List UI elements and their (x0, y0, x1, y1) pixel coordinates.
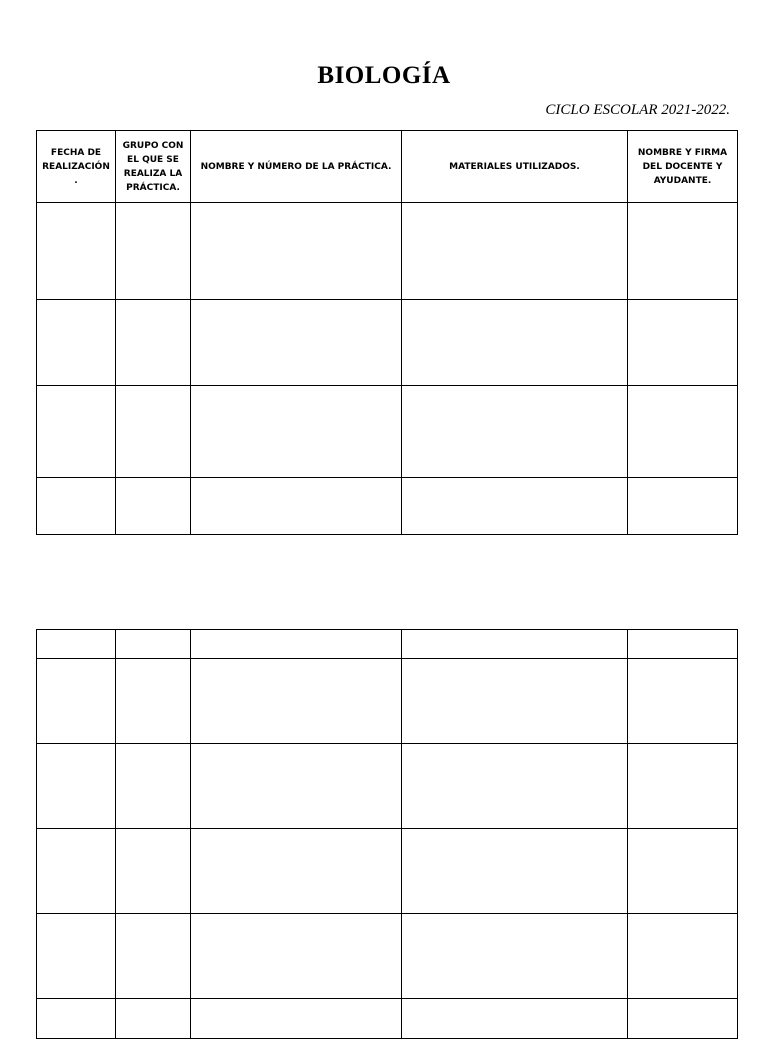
cell-materials[interactable] (402, 999, 628, 1039)
cell-signature[interactable] (628, 203, 738, 300)
cell-practice[interactable] (191, 744, 402, 829)
document-title: BIOLOGÍA (317, 62, 451, 89)
cell-materials[interactable] (402, 744, 628, 829)
cell-practice[interactable] (191, 999, 402, 1039)
table-row (37, 744, 738, 829)
cell-group[interactable] (116, 999, 191, 1039)
header-row (37, 131, 738, 203)
empty-header-row (37, 630, 738, 659)
cell-materials[interactable] (402, 914, 628, 999)
header-date: FECHA DE REALIZACIÓN . (37, 131, 116, 203)
cell-date[interactable] (37, 659, 116, 744)
cell-date[interactable] (37, 300, 116, 386)
cell-signature[interactable] (628, 999, 738, 1039)
cell-signature[interactable] (628, 478, 738, 535)
cell-group[interactable] (116, 386, 191, 478)
cell-group[interactable] (116, 659, 191, 744)
cell-signature[interactable] (628, 914, 738, 999)
table-row (37, 659, 738, 744)
cell-date[interactable] (37, 386, 116, 478)
table-row (37, 999, 738, 1039)
header-materials: MATERIALES UTILIZADOS. (402, 131, 628, 203)
cell-group[interactable] (116, 914, 191, 999)
practice-log-table (36, 130, 738, 535)
table-row (37, 203, 738, 300)
cell-date[interactable] (37, 999, 116, 1039)
cell-materials[interactable] (402, 386, 628, 478)
cell-practice[interactable] (191, 203, 402, 300)
cell-group[interactable] (116, 203, 191, 300)
cell-date[interactable] (37, 829, 116, 914)
cell-signature[interactable] (628, 659, 738, 744)
cell-date[interactable] (37, 744, 116, 829)
cell-practice[interactable] (191, 659, 402, 744)
cell-group[interactable] (116, 300, 191, 386)
cell-date[interactable] (37, 478, 116, 535)
cell-materials[interactable] (402, 300, 628, 386)
cell-group[interactable] (116, 829, 191, 914)
header-practice: NOMBRE Y NÚMERO DE LA PRÁCTICA. (191, 131, 402, 203)
cell-practice[interactable] (191, 829, 402, 914)
cell-practice[interactable] (191, 914, 402, 999)
cell-materials[interactable] (402, 478, 628, 535)
cell-signature[interactable] (628, 630, 738, 659)
school-cycle: CICLO ESCOLAR 2021-2022. (545, 102, 730, 118)
cell-date[interactable] (37, 914, 116, 999)
cell-date[interactable] (37, 203, 116, 300)
cell-materials[interactable] (402, 659, 628, 744)
cell-materials[interactable] (402, 203, 628, 300)
cell-practice[interactable] (191, 478, 402, 535)
cell-practice[interactable] (191, 386, 402, 478)
cell-signature[interactable] (628, 300, 738, 386)
cell-materials[interactable] (402, 829, 628, 914)
cell-signature[interactable] (628, 386, 738, 478)
cell-signature[interactable] (628, 744, 738, 829)
header-signature: NOMBRE Y FIRMA DEL DOCENTE Y AYUDANTE. (628, 131, 738, 203)
table-row (37, 478, 738, 535)
cell-materials[interactable] (402, 630, 628, 659)
table-row (37, 914, 738, 999)
table-row (37, 829, 738, 914)
table-row (37, 300, 738, 386)
cell-group[interactable] (116, 478, 191, 535)
cell-signature[interactable] (628, 829, 738, 914)
cell-group[interactable] (116, 744, 191, 829)
cell-group[interactable] (116, 630, 191, 659)
header-group: GRUPO CON EL QUE SE REALIZA LA PRÁCTICA. (116, 131, 191, 203)
table-row (37, 386, 738, 478)
cell-practice[interactable] (191, 300, 402, 386)
cell-date[interactable] (37, 630, 116, 659)
practice-log-table-continued (36, 629, 738, 1039)
cell-practice[interactable] (191, 630, 402, 659)
